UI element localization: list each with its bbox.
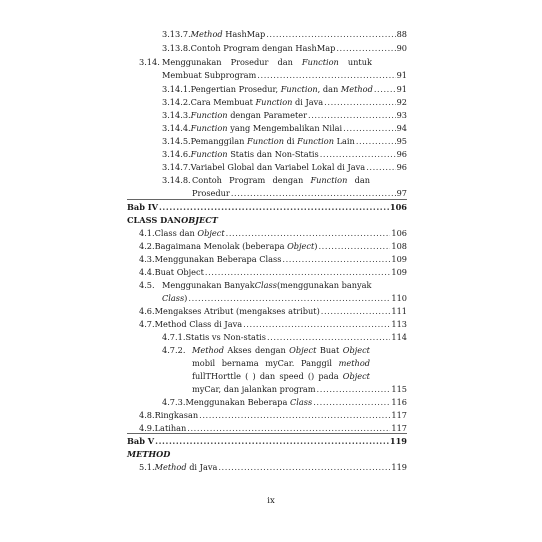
leader-dots xyxy=(155,436,389,446)
chapter-heading: CLASS DAN OBJECT xyxy=(127,215,218,225)
entry-title: Method HashMap xyxy=(190,29,266,39)
entry-page: 111 xyxy=(391,306,407,316)
toc-entry xyxy=(162,397,407,407)
entry-title: Latihan xyxy=(154,423,187,433)
entry-page: 114 xyxy=(391,332,407,342)
entry-number: 4.7. xyxy=(139,319,155,329)
entry-title: Menggunakan Beberapa Class xyxy=(185,397,313,407)
entry-title: Mengakses Atribut (mengakses atribut) xyxy=(154,306,320,316)
entry-number: 4.4. xyxy=(139,267,155,277)
toc-entry xyxy=(162,97,407,107)
leader-dots xyxy=(318,241,390,251)
toc-entry xyxy=(139,306,407,316)
toc-entry xyxy=(139,228,407,238)
entry-page: 119 xyxy=(391,462,407,472)
toc-entry xyxy=(139,410,407,420)
entry-title: myCar, dan jalankan program xyxy=(192,384,316,394)
entry-title: Buat Object xyxy=(154,267,204,277)
leader-dots xyxy=(257,70,395,80)
leader-dots xyxy=(267,332,390,342)
entry-title-line: Contoh Program dengan Function dan xyxy=(192,175,370,185)
leader-dots xyxy=(231,188,396,198)
leader-dots xyxy=(266,29,395,39)
leader-dots xyxy=(320,149,396,159)
leader-dots xyxy=(313,397,390,407)
entry-title-line: Method Akses dengan Object Buat Object xyxy=(192,345,370,355)
leader-dots xyxy=(282,254,390,264)
leader-dots xyxy=(226,228,391,238)
entry-number: 4.7.1. xyxy=(162,332,186,342)
leader-dots xyxy=(218,462,390,472)
entry-number: 4.1. xyxy=(139,228,155,238)
divider xyxy=(127,433,407,434)
toc-entry xyxy=(162,332,407,342)
toc-entry xyxy=(192,384,407,394)
entry-page: 92 xyxy=(396,97,407,107)
entry-number: 4.9. xyxy=(139,423,155,433)
leader-dots xyxy=(321,306,391,316)
entry-title: Membuat Subprogram xyxy=(162,70,257,80)
chapter-label: Bab V xyxy=(127,436,155,446)
leader-dots xyxy=(366,162,395,172)
chapter-entry xyxy=(127,436,407,446)
leader-dots xyxy=(308,110,396,120)
toc-entry xyxy=(162,43,407,53)
entry-title: Method di Java xyxy=(154,462,218,472)
entry-title: Class dan Object xyxy=(154,228,225,238)
entry-number: 5.1. xyxy=(139,462,155,472)
entry-number: 3.14.4. xyxy=(162,123,191,133)
leader-dots xyxy=(317,384,391,394)
leader-dots xyxy=(243,319,390,329)
toc-entry xyxy=(139,241,407,251)
entry-title: Menggunakan Beberapa Class xyxy=(154,254,282,264)
toc-entry xyxy=(139,267,407,277)
entry-title: Pemanggilan Function di Function Lain xyxy=(190,136,355,146)
toc-entry xyxy=(162,110,407,120)
entry-page: 97 xyxy=(396,188,407,198)
entry-title: Method Class di Java xyxy=(154,319,243,329)
entry-number: 3.14.7. xyxy=(162,162,191,172)
entry-title: Cara Membuat Function di Java xyxy=(190,97,324,107)
entry-title: Ringkasan xyxy=(154,410,199,420)
entry-page: 109 xyxy=(391,254,407,264)
leader-dots xyxy=(324,97,395,107)
entry-title: Contoh Program dengan HashMap xyxy=(190,43,336,53)
entry-title: Function yang Mengembalikan Nilai xyxy=(190,123,343,133)
entry-title-line: Menggunakan Prosedur dan Function untuk xyxy=(162,57,372,67)
entry-page: 90 xyxy=(396,43,407,53)
entry-page: 113 xyxy=(391,319,407,329)
entry-page: 96 xyxy=(396,149,407,159)
entry-number: 3.13.8. xyxy=(162,43,191,53)
entry-page: 96 xyxy=(396,162,407,172)
toc-entry xyxy=(139,423,407,433)
entry-title: Pengertian Prosedur, Function, dan Method xyxy=(190,84,373,94)
toc-entry xyxy=(162,70,407,80)
toc-entry xyxy=(162,123,407,133)
entry-title: Function Statis dan Non-Statis xyxy=(190,149,319,159)
entry-number: 3.14.8. xyxy=(162,175,191,185)
entry-title: Statis vs Non-statis xyxy=(185,332,266,342)
entry-number: 4.3. xyxy=(139,254,155,264)
entry-page: 93 xyxy=(396,110,407,120)
entry-title-line: fullTHorttle ( ) dan speed () pada Object xyxy=(192,371,370,381)
chapter-entry xyxy=(127,202,407,212)
entry-page: 119 xyxy=(389,436,407,446)
entry-number: 4.6. xyxy=(139,306,155,316)
entry-number: 4.8. xyxy=(139,410,155,420)
entry-number: 4.7.3. xyxy=(162,397,186,407)
leader-dots xyxy=(374,84,396,94)
leader-dots xyxy=(187,423,390,433)
page-number: ix xyxy=(267,496,275,506)
entry-number: 4.5. xyxy=(139,280,155,290)
entry-page: 91 xyxy=(396,84,407,94)
entry-page: 106 xyxy=(391,228,407,238)
toc-entry xyxy=(162,84,407,94)
toc-entry-line: 4.5. Menggunakan Banyak Class (menggunakan banyak xyxy=(139,280,372,290)
entry-number: 3.14. xyxy=(139,57,160,67)
toc-entry xyxy=(162,149,407,159)
entry-page: 110 xyxy=(391,293,407,303)
entry-number: 4.7.2. xyxy=(162,345,186,355)
leader-dots xyxy=(205,267,390,277)
toc-entry xyxy=(139,319,407,329)
entry-page: 109 xyxy=(391,267,407,277)
entry-number: 4.2. xyxy=(139,241,155,251)
entry-page: 117 xyxy=(391,423,407,433)
entry-number: 3.14.2. xyxy=(162,97,191,107)
entry-page: 115 xyxy=(391,384,407,394)
entry-page: 88 xyxy=(396,29,407,39)
entry-page: 106 xyxy=(389,202,407,212)
leader-dots xyxy=(199,410,390,420)
entry-title: Prosedur xyxy=(192,188,230,198)
toc-entry xyxy=(139,254,407,264)
entry-page: 94 xyxy=(396,123,407,133)
leader-dots xyxy=(343,123,395,133)
leader-dots xyxy=(159,202,389,212)
entry-title: Bagaimana Menolak (beberapa Object) xyxy=(154,241,318,251)
entry-title: Class) xyxy=(162,293,188,303)
entry-number: 3.14.5. xyxy=(162,136,191,146)
toc-entry xyxy=(162,293,407,303)
entry-page: 95 xyxy=(396,136,407,146)
toc-entry xyxy=(162,29,407,39)
entry-title: Function dengan Parameter xyxy=(190,110,308,120)
entry-number: 3.13.7. xyxy=(162,29,191,39)
entry-page: 117 xyxy=(391,410,407,420)
entry-title-line: mobil bernama myCar. Panggil method xyxy=(192,358,370,368)
leader-dots xyxy=(356,136,396,146)
chapter-label: Bab IV xyxy=(127,202,158,212)
entry-page: 91 xyxy=(396,70,407,80)
toc-entry xyxy=(139,462,407,472)
entry-number: 3.14.3. xyxy=(162,110,191,120)
toc-entry xyxy=(192,188,407,198)
divider xyxy=(127,199,407,200)
leader-dots xyxy=(336,43,395,53)
entry-title: Variabel Global dan Variabel Lokal di Java xyxy=(190,162,366,172)
entry-number: 3.14.1. xyxy=(162,84,191,94)
entry-page: 108 xyxy=(391,241,407,251)
entry-number: 3.14.6. xyxy=(162,149,191,159)
toc-entry xyxy=(162,136,407,146)
chapter-heading: METHOD xyxy=(127,449,171,459)
toc-entry xyxy=(162,162,407,172)
leader-dots xyxy=(188,293,390,303)
entry-page: 116 xyxy=(391,397,407,407)
